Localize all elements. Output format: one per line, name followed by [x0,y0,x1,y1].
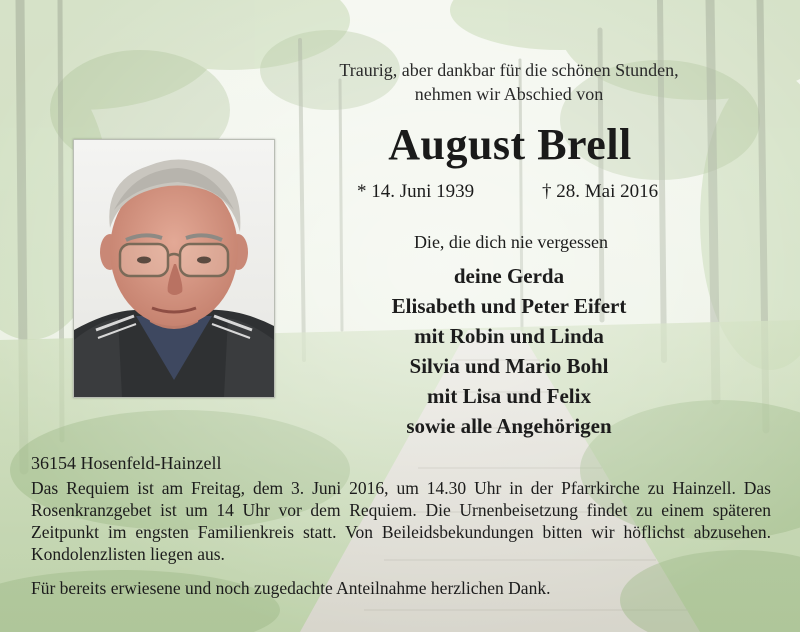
mourners-heading: Die, die dich nie vergessen [413,232,609,252]
intro-line-1: Traurig, aber dankbar für die schönen Stunden, [339,60,679,80]
intro-text [250,58,768,106]
birth-date: * 14. Juni 1939 [357,181,475,202]
mourner-line: Elisabeth und Peter Eifert [391,294,627,318]
mourners-list [300,261,718,441]
deceased-name: August Brell [388,120,632,169]
service-details: Das Requiem ist am Freitag, dem 3. Juni 2016, um 14.30 Uhr in der Pfarrkirche zu Hainzell. Das Rosenkranzgebet ist um 14 Uhr vor dem Requiem. Die Urnenbeisetzung findet zu einem späteren Zeitpunkt im engsten Familienkreis statt. Von Beileidsbekundungen bitten wir höflichst abzusehen. Kondolenzlisten liegen aus. [31,478,771,564]
death-date: † 28. Mai 2016 [542,181,659,202]
location: 36154 Hosenfeld-Hainzell [31,453,222,473]
mourner-line: deine Gerda [453,264,565,288]
mourner-line: mit Lisa und Felix [427,384,591,408]
thanks-line: Für bereits erwiesene und noch zugedachte Anteilnahme herzlichen Dank. [31,578,551,598]
mourner-line: Silvia und Mario Bohl [409,354,609,378]
intro-line-2: nehmen wir Abschied von [414,84,604,104]
mourner-line: sowie alle Angehörigen [406,414,612,438]
mourner-line: mit Robin und Linda [414,324,604,348]
portrait-photo [73,139,275,398]
